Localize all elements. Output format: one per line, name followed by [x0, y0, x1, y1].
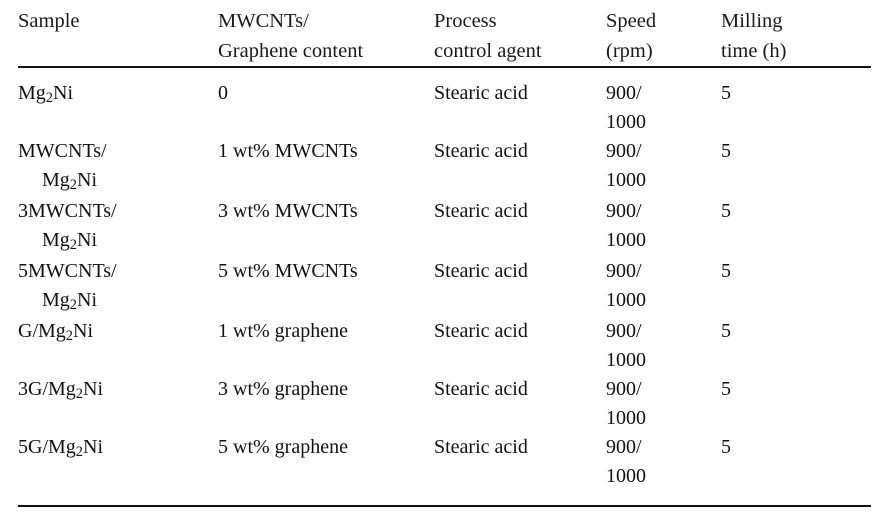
table-row: [18, 257, 871, 317]
cell-line: 900/: [606, 378, 642, 400]
cell-line: $Mg_2Ni$: [42, 169, 97, 194]
cell-line: Stearic acid: [434, 378, 528, 400]
cell-sample: [18, 317, 218, 375]
column-header-line: Sample: [18, 10, 80, 32]
cell-sample: [18, 67, 218, 137]
cell-line: 5: [721, 260, 731, 282]
column-header-line: Graphene content: [218, 40, 364, 62]
cell-milling-time: [721, 197, 871, 257]
table-body: [18, 67, 871, 491]
cell-content: [218, 375, 434, 433]
cell-line: 900/: [606, 320, 642, 342]
column-header-sample: [18, 6, 218, 67]
cell-sample: [18, 137, 218, 197]
cell-line: Stearic acid: [434, 140, 528, 162]
cell-line: $Mg_2Ni$: [42, 229, 97, 254]
cell-milling-time: [721, 257, 871, 317]
cell-line: Stearic acid: [434, 260, 528, 282]
cell-process-control-agent: [434, 197, 606, 257]
table-page: [0, 6, 889, 525]
cell-line: 1 wt% MWCNTs: [218, 140, 358, 162]
cell-line: 0: [218, 82, 228, 104]
cell-sample: [18, 375, 218, 433]
cell-speed: [606, 317, 721, 375]
column-header-line: time (h): [721, 40, 787, 62]
cell-line: $G/Mg_2Ni$: [18, 320, 93, 345]
cell-speed: [606, 197, 721, 257]
cell-process-control-agent: [434, 137, 606, 197]
cell-line: 5 wt% graphene: [218, 436, 348, 458]
table-bottom-rule: [18, 505, 871, 507]
cell-line: 1000: [606, 229, 646, 251]
table-row: [18, 433, 871, 491]
cell-speed: [606, 375, 721, 433]
cell-line: $3G/Mg_2Ni$: [18, 378, 103, 403]
column-header-line: control agent: [434, 40, 542, 62]
cell-sample: [18, 433, 218, 491]
cell-content: [218, 137, 434, 197]
milling-parameters-table: [18, 6, 871, 491]
cell-milling-time: [721, 67, 871, 137]
cell-milling-time: [721, 375, 871, 433]
column-header-process-control-agent: [434, 6, 606, 67]
table-header: [18, 6, 871, 67]
cell-content: [218, 67, 434, 137]
cell-line: 3MWCNTs/: [18, 200, 117, 222]
table-row: [18, 197, 871, 257]
cell-line: $Mg_2Ni$: [42, 289, 97, 314]
column-header-milling-time: [721, 6, 871, 67]
column-header-line: (rpm): [606, 40, 653, 62]
cell-speed: [606, 257, 721, 317]
cell-line: 1000: [606, 349, 646, 371]
cell-line: 1000: [606, 465, 646, 487]
cell-line: 5MWCNTs/: [18, 260, 117, 282]
cell-process-control-agent: [434, 317, 606, 375]
cell-line: 900/: [606, 200, 642, 222]
cell-sample: [18, 197, 218, 257]
cell-line: 900/: [606, 260, 642, 282]
cell-line: $Mg_2Ni$: [18, 82, 73, 107]
cell-line: Stearic acid: [434, 82, 528, 104]
cell-line: Stearic acid: [434, 320, 528, 342]
cell-line: 5: [721, 320, 731, 342]
cell-milling-time: [721, 317, 871, 375]
cell-process-control-agent: [434, 67, 606, 137]
cell-line: 3 wt% MWCNTs: [218, 200, 358, 222]
table-row: [18, 67, 871, 137]
column-header-content: [218, 6, 434, 67]
cell-line: 1000: [606, 289, 646, 311]
cell-milling-time: [721, 137, 871, 197]
cell-content: [218, 257, 434, 317]
cell-line: 5: [721, 436, 731, 458]
table-row: [18, 317, 871, 375]
cell-content: [218, 433, 434, 491]
cell-line: 5 wt% MWCNTs: [218, 260, 358, 282]
cell-speed: [606, 67, 721, 137]
table-row: [18, 375, 871, 433]
cell-line: 900/: [606, 436, 642, 458]
cell-line: 1 wt% graphene: [218, 320, 348, 342]
cell-line: 5: [721, 82, 731, 104]
cell-process-control-agent: [434, 257, 606, 317]
table-header-row: [18, 6, 871, 67]
cell-line: 5: [721, 200, 731, 222]
cell-content: [218, 317, 434, 375]
column-header-line: MWCNTs/: [218, 10, 309, 32]
cell-process-control-agent: [434, 433, 606, 491]
cell-speed: [606, 433, 721, 491]
cell-line: 5: [721, 140, 731, 162]
cell-line: 5: [721, 378, 731, 400]
cell-milling-time: [721, 433, 871, 491]
column-header-line: Process: [434, 10, 497, 32]
cell-line: MWCNTs/: [18, 140, 107, 162]
cell-content: [218, 197, 434, 257]
cell-sample: [18, 257, 218, 317]
cell-line: 900/: [606, 82, 642, 104]
column-header-speed: [606, 6, 721, 67]
column-header-line: Speed: [606, 10, 657, 32]
table-row: [18, 137, 871, 197]
cell-process-control-agent: [434, 375, 606, 433]
cell-line: 1000: [606, 111, 646, 133]
cell-line: $5G/Mg_2Ni$: [18, 436, 103, 461]
cell-line: Stearic acid: [434, 436, 528, 458]
cell-line: 3 wt% graphene: [218, 378, 348, 400]
cell-line: Stearic acid: [434, 200, 528, 222]
cell-line: 1000: [606, 407, 646, 429]
column-header-line: Milling: [721, 10, 783, 32]
cell-line: 900/: [606, 140, 642, 162]
cell-speed: [606, 137, 721, 197]
cell-line: 1000: [606, 169, 646, 191]
